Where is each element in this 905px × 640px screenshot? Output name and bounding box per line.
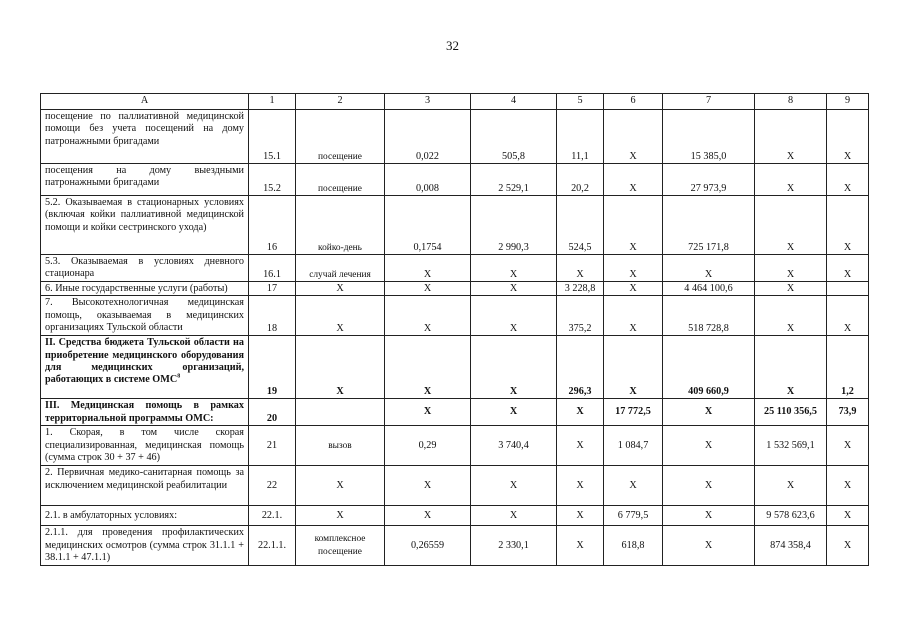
table-cell: 874 358,4 <box>755 526 827 566</box>
table-cell: Х <box>557 526 604 566</box>
table-cell: Х <box>471 336 557 399</box>
table-row <box>41 282 869 296</box>
table-cell: Х <box>827 110 869 164</box>
table-cell: Х <box>827 255 869 282</box>
table-cell: 15.2 <box>249 164 296 196</box>
table-cell: 518 728,8 <box>663 296 755 336</box>
table-row <box>41 164 869 196</box>
header-cell: 7 <box>663 94 755 110</box>
table-cell: случай лечения <box>296 255 385 282</box>
table-cell: Х <box>827 526 869 566</box>
table-cell: Х <box>663 466 755 506</box>
table-cell: 3 228,8 <box>557 282 604 296</box>
table-cell: 409 660,9 <box>663 336 755 399</box>
header-cell: 9 <box>827 94 869 110</box>
table-cell: 73,9 <box>827 399 869 426</box>
table-cell: Х <box>471 282 557 296</box>
table-cell: Х <box>755 336 827 399</box>
table-cell: Х <box>557 255 604 282</box>
table-cell: 16.1 <box>249 255 296 282</box>
table-cell: 22 <box>249 466 296 506</box>
table-cell: 725 171,8 <box>663 196 755 255</box>
table-cell: койко-день <box>296 196 385 255</box>
table-row <box>41 399 869 426</box>
table-cell: Х <box>827 196 869 255</box>
table-cell: Х <box>663 506 755 526</box>
table-row <box>41 426 869 466</box>
table-cell: Х <box>385 336 471 399</box>
header-cell: 2 <box>296 94 385 110</box>
table-cell: Х <box>827 506 869 526</box>
table-row <box>41 110 869 164</box>
table-cell: Х <box>296 466 385 506</box>
table-cell: 2 330,1 <box>471 526 557 566</box>
table-cell: Х <box>296 282 385 296</box>
table-cell: Х <box>557 506 604 526</box>
row-label: посещения на дому выездными патронажными бригадами <box>41 164 249 196</box>
table-cell: Х <box>296 336 385 399</box>
header-cell: 6 <box>604 94 663 110</box>
row-label: III. Медицинская помощь в рамках территориальной программы ОМС: <box>41 399 249 426</box>
page-number: 32 <box>446 38 459 53</box>
table-cell: Х <box>296 506 385 526</box>
table-cell: 22.1.1. <box>249 526 296 566</box>
table-cell: 22.1. <box>249 506 296 526</box>
table-cell: 0,26559 <box>385 526 471 566</box>
table-row <box>41 196 869 255</box>
table-cell: Х <box>604 255 663 282</box>
row-label: 2.1. в амбулаторных условиях: <box>41 506 249 526</box>
table-cell: комплексное посещение <box>296 526 385 566</box>
table-cell: Х <box>604 196 663 255</box>
table-cell: Х <box>827 164 869 196</box>
table-row <box>41 466 869 506</box>
table-cell: вызов <box>296 426 385 466</box>
table-cell: Х <box>557 466 604 506</box>
table-cell: Х <box>471 296 557 336</box>
table-cell: Х <box>471 255 557 282</box>
table-cell: Х <box>604 466 663 506</box>
table-cell: Х <box>663 255 755 282</box>
row-label: 6. Иные государственные услуги (работы) <box>41 282 249 296</box>
table-cell: Х <box>663 399 755 426</box>
table-cell: 16 <box>249 196 296 255</box>
row-label: 2. Первичная медико-санитарная помощь за исключением медицинской реабилитации <box>41 466 249 506</box>
table-cell: посещение <box>296 164 385 196</box>
table-cell: Х <box>604 296 663 336</box>
table-cell <box>296 399 385 426</box>
table-cell: Х <box>827 466 869 506</box>
table-cell: Х <box>471 466 557 506</box>
table-cell: Х <box>827 296 869 336</box>
table-cell: 17 772,5 <box>604 399 663 426</box>
header-cell: 5 <box>557 94 604 110</box>
table-cell: Х <box>385 255 471 282</box>
table-cell: 9 578 623,6 <box>755 506 827 526</box>
header-cell: A <box>41 94 249 110</box>
row-label <box>41 336 249 399</box>
table-cell: 20,2 <box>557 164 604 196</box>
table-cell: 19 <box>249 336 296 399</box>
table-cell: 375,2 <box>557 296 604 336</box>
table-cell: Х <box>755 296 827 336</box>
table-cell: 2 990,3 <box>471 196 557 255</box>
table-cell: 17 <box>249 282 296 296</box>
table-cell: 0,1754 <box>385 196 471 255</box>
table-cell: Х <box>663 426 755 466</box>
table-cell: Х <box>604 164 663 196</box>
table-cell: Х <box>755 196 827 255</box>
table-cell: Х <box>385 296 471 336</box>
table-cell: Х <box>604 336 663 399</box>
table-cell: 1 532 569,1 <box>755 426 827 466</box>
table-row <box>41 336 869 399</box>
table-cell: 1,2 <box>827 336 869 399</box>
table-cell: 296,3 <box>557 336 604 399</box>
table-cell: 25 110 356,5 <box>755 399 827 426</box>
header-cell: 8 <box>755 94 827 110</box>
table-cell: 505,8 <box>471 110 557 164</box>
table-cell: 18 <box>249 296 296 336</box>
table-cell: 11,1 <box>557 110 604 164</box>
table-cell: Х <box>471 506 557 526</box>
table-cell: Х <box>296 296 385 336</box>
table-cell: 20 <box>249 399 296 426</box>
header-cell: 4 <box>471 94 557 110</box>
table-cell: 3 740,4 <box>471 426 557 466</box>
table-cell: 6 779,5 <box>604 506 663 526</box>
table-cell: Х <box>471 399 557 426</box>
table-cell: посещение <box>296 110 385 164</box>
table-cell: 0,008 <box>385 164 471 196</box>
table-cell: Х <box>755 466 827 506</box>
table-cell: Х <box>755 164 827 196</box>
table-cell: Х <box>604 282 663 296</box>
table-cell: 618,8 <box>604 526 663 566</box>
table-cell: Х <box>604 110 663 164</box>
row-label: 2.1.1. для проведения профилактических медицинских осмотров (сумма строк 31.1.1 + 38.1.1 + 47.1.1) <box>41 526 249 566</box>
table-cell: 524,5 <box>557 196 604 255</box>
table-cell: 1 084,7 <box>604 426 663 466</box>
table-cell: 4 464 100,6 <box>663 282 755 296</box>
table-cell: 0,29 <box>385 426 471 466</box>
table-cell: Х <box>557 399 604 426</box>
table-cell: Х <box>385 399 471 426</box>
table-cell: Х <box>755 255 827 282</box>
table-row <box>41 255 869 282</box>
table-cell: 15 385,0 <box>663 110 755 164</box>
data-table <box>40 93 869 566</box>
table-cell: Х <box>385 506 471 526</box>
table-row <box>41 506 869 526</box>
row-label-text: II. Средства бюджета Тульской области на приобретение медицинского оборудования для медицинских организаций, работающих в системе ОМС <box>45 337 244 386</box>
table-cell: 0,022 <box>385 110 471 164</box>
table-cell: 15.1 <box>249 110 296 164</box>
row-label: 7. Высокотехнологичная медицинская помощь, оказываемая в медицинских организациях Тульской области <box>41 296 249 336</box>
table-cell: Х <box>557 426 604 466</box>
row-label: 5.2. Оказываемая в стационарных условиях (включая койки паллиативной медицинской помощи и койки сестринского ухода) <box>41 196 249 255</box>
table-cell: Х <box>827 426 869 466</box>
table-row <box>41 526 869 566</box>
footnote-mark: 8 <box>177 373 181 380</box>
row-label: 5.3. Оказываемая в условиях дневного стационара <box>41 255 249 282</box>
table-cell: 21 <box>249 426 296 466</box>
table-cell: Х <box>755 282 827 296</box>
table-row <box>41 296 869 336</box>
table-cell: Х <box>385 466 471 506</box>
table-cell: Х <box>755 110 827 164</box>
table-cell: 2 529,1 <box>471 164 557 196</box>
row-label: посещение по паллиативной медицинской помощи без учета посещений на дому патронажными бригадами <box>41 110 249 164</box>
table-cell: Х <box>663 526 755 566</box>
header-row <box>41 94 869 110</box>
row-label: 1. Скорая, в том числе скорая специализированная, медицинская помощь (сумма строк 30 + 37 + 46) <box>41 426 249 466</box>
header-cell: 1 <box>249 94 296 110</box>
table-cell: 27 973,9 <box>663 164 755 196</box>
table-cell: Х <box>385 282 471 296</box>
header-cell: 3 <box>385 94 471 110</box>
table-cell <box>827 282 869 296</box>
